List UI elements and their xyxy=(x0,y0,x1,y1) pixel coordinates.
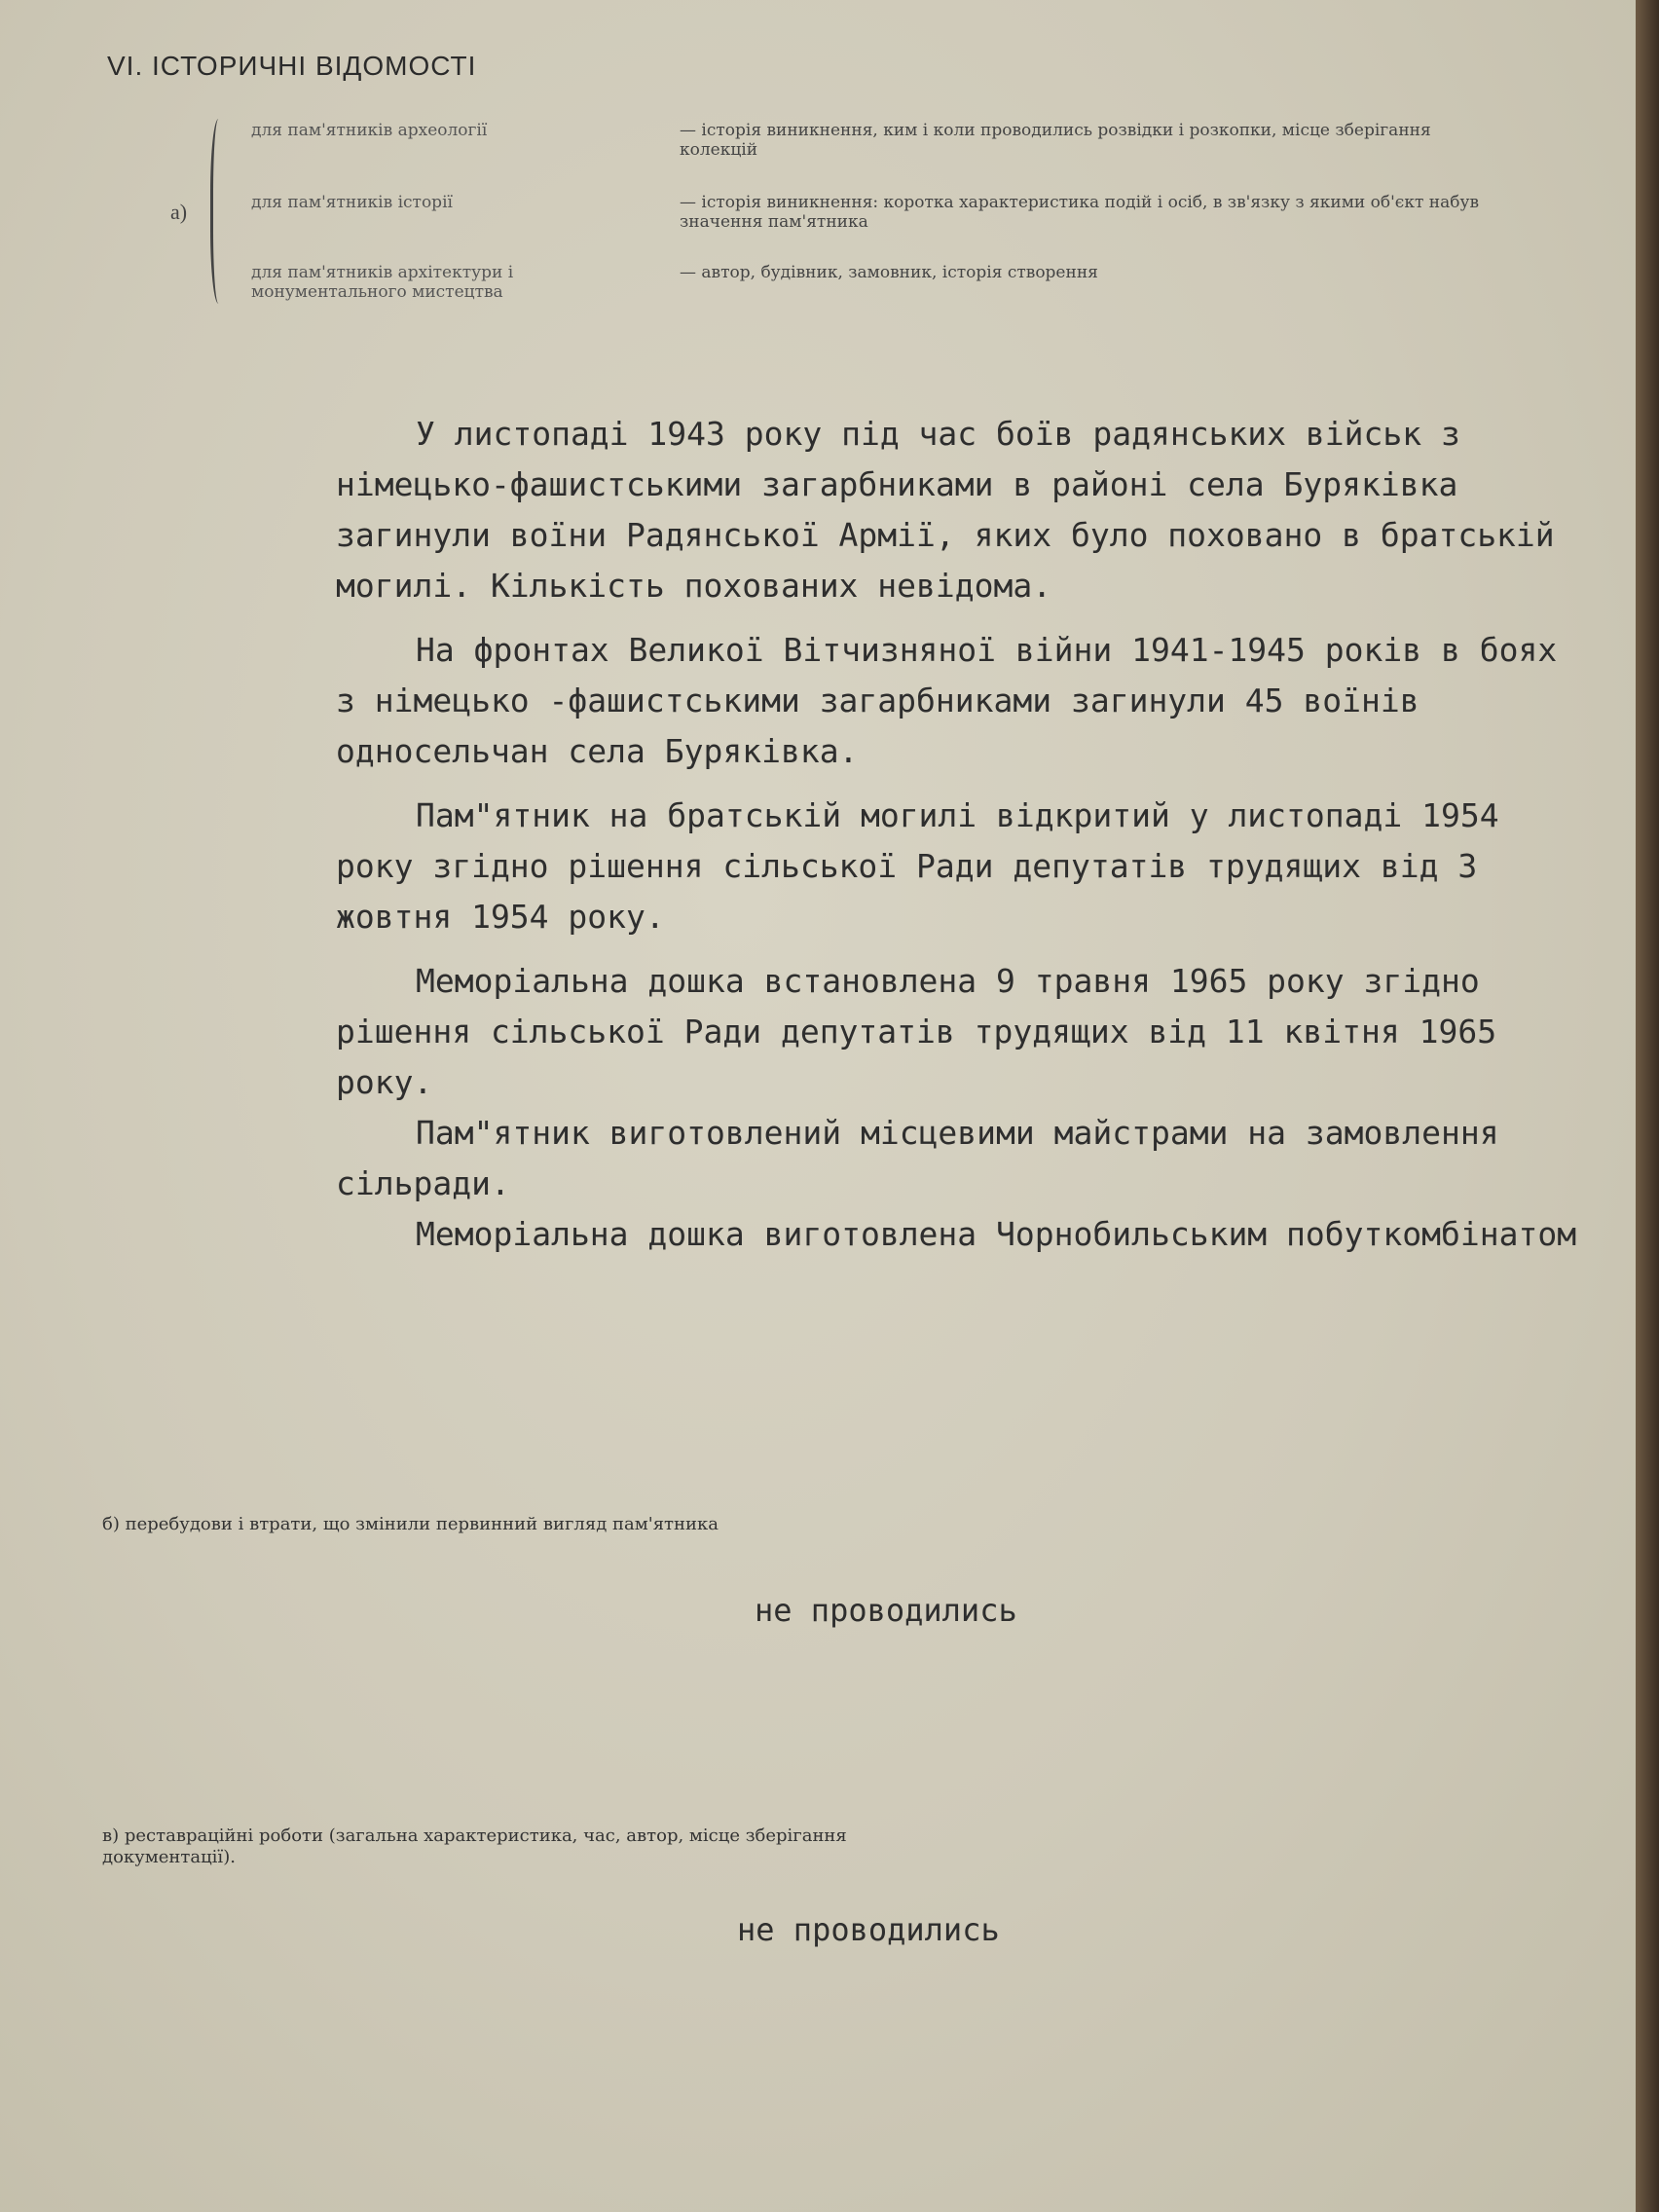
section-title: VI. ІСТОРИЧНІ ВІДОМОСТІ xyxy=(107,51,477,81)
restoration-value: не проводились xyxy=(737,1911,1000,1948)
paragraph: Меморіальна дошка встановлена 9 травня 1965 року згідно рішення сільської Ради депутатів трудящих від 11 квітня 1965 року. xyxy=(336,962,1497,1101)
legend-label: для пам'ятників історії xyxy=(251,193,453,212)
legend-description: — автор, будівник, замовник, історія створення xyxy=(680,263,1098,282)
alterations-label: б) перебудови і втрати, що змінили первинний вигляд пам'ятника xyxy=(102,1514,719,1534)
paragraph: Меморіальна дошка виготовлена Чорнобильським побуткомбінатом xyxy=(416,1215,1577,1253)
legend-label: для пам'ятників археології xyxy=(251,121,488,140)
paragraph: У листопаді 1943 року під час боїв радянських військ з німецько-фашистськими загарбниками в районі села Буряківка загинули воїни Радянської Армії, яких було поховано в братській могилі. Кількість похованих невідома. xyxy=(336,415,1555,605)
legend-marker: а) xyxy=(170,200,188,224)
legend-label: для пам'ятників архітектури і монументального мистецтва xyxy=(251,263,514,302)
legend-description: — історія виникнення: коротка характеристика подій і осіб, в зв'язку з якими об'єкт набув значення пам'ятника xyxy=(680,193,1480,232)
alterations-value: не проводились xyxy=(755,1592,1017,1629)
restoration-label: в) реставраційні роботи (загальна характеристика, час, автор, місце зберігання документації). xyxy=(102,1825,847,1867)
historical-text xyxy=(336,409,1582,1260)
legend-brace xyxy=(210,119,231,304)
paragraph: Пам"ятник виготовлений місцевими майстрами на замовлення сільради. xyxy=(336,1114,1499,1202)
paragraph: На фронтах Великої Вітчизняної війни 1941-1945 років в боях з німецько -фашистськими загарбниками загинули 45 воїнів односельчан села Буряківка. xyxy=(336,631,1558,770)
page-binding-edge xyxy=(1636,0,1659,2212)
legend-description: — історія виникнення, ким і коли проводились розвідки і розкопки, місце зберігання колекцій xyxy=(680,121,1431,160)
paragraph: Пам"ятник на братській могилі відкритий у листопаді 1954 року згідно рішення сільської Ради депутатів трудящих від 3 жовтня 1954 року. xyxy=(336,796,1499,936)
